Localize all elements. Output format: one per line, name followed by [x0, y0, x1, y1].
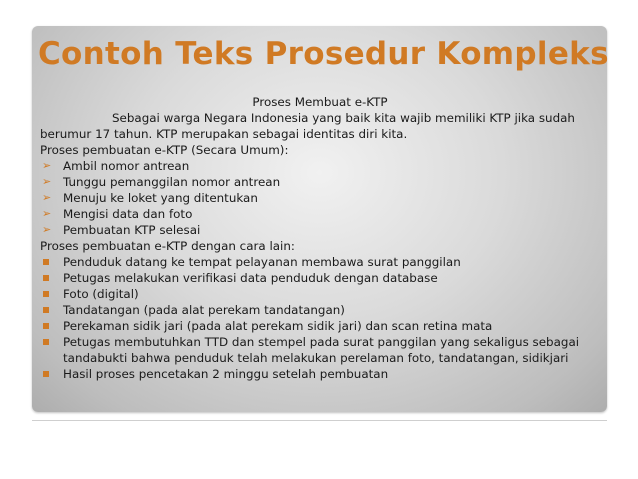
- list-item: [40, 222, 600, 238]
- square-bullet-icon: [43, 259, 49, 265]
- square-bullet-icon: [43, 339, 49, 345]
- section1-list: [40, 158, 600, 238]
- slide-body: [40, 94, 600, 382]
- section2-heading: Proses pembuatan e-KTP dengan cara lain:: [40, 239, 295, 253]
- list-item-text: Petugas membutuhkan TTD dan stempel pada surat panggilan yang sekaligus sebagai tandabukti bahwa penduduk telah melakukan perelaman foto, tandatangan, sidikjari: [63, 335, 580, 365]
- square-bullet-icon: [43, 307, 49, 313]
- list-item-text: Hasil proses pencetakan 2 minggu setelah pembuatan: [63, 367, 389, 381]
- list-item: [40, 334, 600, 366]
- list-item-text: Foto (digital): [63, 287, 139, 301]
- section2-list: [40, 254, 600, 382]
- arrow-bullet-icon: ➢: [42, 207, 52, 220]
- list-item-text: Petugas melakukan verifikasi data penduduk dengan database: [63, 271, 438, 285]
- list-item: [40, 206, 600, 222]
- square-bullet-icon: [43, 291, 49, 297]
- slide-title: Contoh Teks Prosedur Kompleks: [38, 36, 609, 72]
- intro-paragraph: Sebagai warga Negara Indonesia yang baik kita wajib memiliki KTP jika sudah berumur 17 tahun. KTP merupakan sebagai identitas diri kita.: [40, 111, 575, 141]
- list-item: [40, 270, 600, 286]
- list-item: [40, 302, 600, 318]
- list-item-text: Tunggu pemanggilan nomor antrean: [63, 175, 281, 189]
- divider: [32, 420, 607, 421]
- list-item-text: Perekaman sidik jari (pada alat perekam sidik jari) dan scan retina mata: [63, 319, 493, 333]
- list-item-text: Penduduk datang ke tempat pelayanan membawa surat panggilan: [63, 255, 461, 269]
- list-item: [40, 158, 600, 174]
- list-item-text: Ambil nomor antrean: [63, 159, 190, 173]
- arrow-bullet-icon: ➢: [42, 191, 52, 204]
- arrow-bullet-icon: ➢: [42, 223, 52, 236]
- list-item-text: Pembuatan KTP selesai: [63, 223, 201, 237]
- arrow-bullet-icon: ➢: [42, 175, 52, 188]
- list-item: [40, 286, 600, 302]
- document-subtitle: Proses Membuat e-KTP: [252, 95, 388, 109]
- list-item: [40, 190, 600, 206]
- arrow-bullet-icon: ➢: [42, 159, 52, 172]
- list-item-text: Mengisi data dan foto: [63, 207, 193, 221]
- list-item: [40, 174, 600, 190]
- square-bullet-icon: [43, 371, 49, 377]
- list-item: [40, 318, 600, 334]
- square-bullet-icon: [43, 275, 49, 281]
- list-item-text: Menuju ke loket yang ditentukan: [63, 191, 258, 205]
- section1-heading: Proses pembuatan e-KTP (Secara Umum):: [40, 143, 289, 157]
- square-bullet-icon: [43, 323, 49, 329]
- list-item-text: Tandatangan (pada alat perekam tandatangan): [63, 303, 345, 317]
- list-item: [40, 366, 600, 382]
- list-item: [40, 254, 600, 270]
